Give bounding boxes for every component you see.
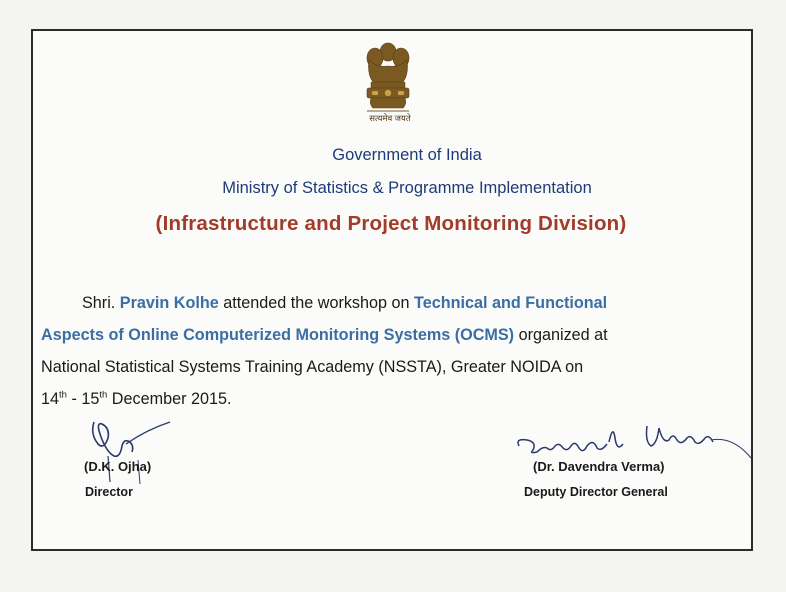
signatory-title-director: Director: [85, 485, 133, 499]
venue: National Statistical Systems Training Academy (NSSTA), Greater NOIDA on: [41, 358, 584, 376]
body-text-organized: organized at: [518, 326, 608, 344]
ministry-title: Ministry of Statistics & Programme Implementation: [222, 179, 592, 197]
date-day1: 14: [41, 390, 60, 408]
signatory-name-director: (D.K. Ojha): [84, 459, 152, 474]
body-line-1: [41, 287, 745, 319]
body-line-4: [41, 383, 745, 415]
workshop-title-part2: Aspects of Online Computerized Monitoring Systems (OCMS): [41, 326, 515, 344]
emblem-motto: सत्यमेव जयते: [369, 113, 411, 123]
signatory-name-ddg: (Dr. Davendra Verma): [533, 459, 665, 474]
date-rest: December 2015.: [107, 390, 232, 408]
government-title: Government of India: [332, 146, 482, 164]
signatory-title-ddg: Deputy Director General: [524, 485, 668, 499]
workshop-title-part1: Technical and Functional: [414, 294, 608, 312]
body-text-attended: attended the workshop on: [223, 294, 410, 312]
date-separator: -: [66, 390, 82, 408]
participant-name: Pravin Kolhe: [119, 294, 219, 312]
division-title: (Infrastructure and Project Monitoring Division): [155, 212, 627, 235]
certificate-body: [41, 287, 745, 415]
date-sup1: th: [59, 389, 67, 401]
date-sup2: th: [99, 389, 108, 401]
honorific: Shri.: [82, 294, 116, 312]
body-line-3: [41, 351, 745, 383]
date-day2: 15: [81, 390, 100, 408]
body-line-2: [41, 319, 745, 351]
signature-director: [86, 416, 176, 486]
